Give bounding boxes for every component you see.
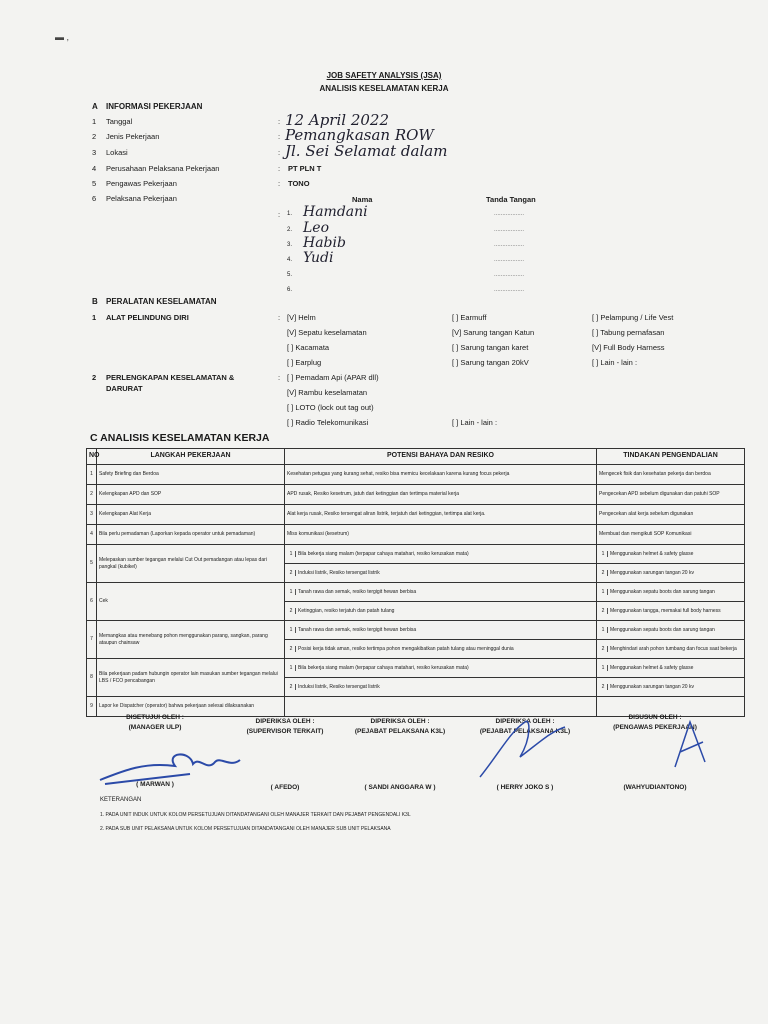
row-tindakan bbox=[597, 525, 745, 545]
apd-item: [ ] Kacamata bbox=[287, 343, 330, 352]
colon: : bbox=[278, 132, 281, 141]
row-number: 1 bbox=[87, 465, 97, 485]
apd-item: [ ] Sarung tangan karet bbox=[452, 343, 529, 352]
row-tindakan bbox=[597, 505, 745, 525]
section-b-heading: PERALATAN KESELAMATAN bbox=[106, 297, 217, 306]
sub-item bbox=[287, 589, 594, 595]
apd-item: [ ] Earplug bbox=[287, 358, 322, 367]
sub-num: 1 bbox=[287, 589, 296, 595]
field-value: TONO bbox=[288, 179, 310, 188]
sub-num: 2 bbox=[599, 684, 608, 690]
cell-text: Membuat dan mengikuti SOP Komunikasi bbox=[599, 531, 692, 538]
row-langkah: Bila pekerjaan padam hubungin operator lain masukan sumber tegangan melalui LBS / FCO pencabangan bbox=[97, 659, 285, 697]
signature-mark-pengawas bbox=[665, 712, 715, 772]
field-num: 2 bbox=[92, 132, 97, 141]
row-potensi bbox=[285, 525, 597, 545]
row-potensi bbox=[285, 485, 597, 505]
worker-index: 5. bbox=[287, 272, 293, 278]
worker-index: 1. bbox=[287, 211, 293, 217]
darurat-label-1: PERLENGKAPAN KESELAMATAN & bbox=[106, 373, 235, 382]
row-langkah: Kelengkapan APD dan SOP bbox=[97, 485, 285, 505]
sub-text: Menggunakan helmet & safety glasse bbox=[610, 550, 694, 557]
darurat-num: 2 bbox=[92, 373, 97, 382]
sub-item bbox=[599, 570, 742, 576]
sub-text: Tanah rawa dan semak, resiko tergigit hewan berbisa bbox=[298, 626, 417, 633]
sub-item bbox=[599, 627, 742, 633]
row-langkah: Safety Briefing dan Berdoa bbox=[97, 465, 285, 485]
field-num: 6 bbox=[92, 194, 97, 203]
row-potensi bbox=[285, 505, 597, 525]
sub-item bbox=[287, 646, 594, 652]
col-nama-header: Nama bbox=[352, 195, 373, 204]
colon: : bbox=[278, 117, 281, 126]
signature-role-title: (SUPERVISOR TERKAIT) bbox=[246, 728, 324, 735]
table-row bbox=[87, 505, 745, 525]
document-title: JOB SAFETY ANALYSIS (JSA) bbox=[326, 71, 442, 80]
apd-item: [ ] Pelampung / Life Vest bbox=[592, 313, 674, 322]
signature-role-title: (PENGAWAS PEKERJAAN) bbox=[613, 724, 697, 731]
row-potensi bbox=[285, 621, 597, 640]
field-value: Jl. Sei Selamat dalam bbox=[285, 142, 448, 160]
sub-text: Menggunakan sepatu boots dan sarung tangan bbox=[610, 626, 715, 633]
field-label: Tanggal bbox=[106, 117, 133, 126]
sub-text: Posisi kerja tidak aman, resiko tertimpa pohon mengakibatkan patah tulang atau meninggal dunia bbox=[298, 645, 514, 652]
signature-name: ( SANDI ANGGARA W ) bbox=[364, 784, 436, 791]
signature-dots: .................. bbox=[494, 287, 525, 293]
sub-num: 1 bbox=[287, 551, 296, 557]
field-value: 12 April 2022 bbox=[285, 111, 389, 129]
field-value: Pemangkasan ROW bbox=[285, 126, 434, 144]
field-num: 3 bbox=[92, 148, 97, 157]
row-langkah: Bila perlu pemadaman (Laporkan kepada operator untuk pemadaman) bbox=[97, 525, 285, 545]
section-a-letter: A bbox=[92, 102, 98, 111]
worker-index: 6. bbox=[287, 287, 293, 293]
signature-role-title: (MANAGER ULP) bbox=[128, 724, 182, 731]
row-potensi bbox=[285, 640, 597, 659]
signature-dots: .................. bbox=[494, 211, 525, 217]
cell-text: Alat kerja rusak, Resiko tersengat aliran listrik, terjatuh dari ketinggian, tertimpa alat kerja. bbox=[287, 511, 486, 518]
row-tindakan bbox=[597, 621, 745, 640]
row-potensi bbox=[285, 564, 597, 583]
signature-name: ( MARWAN ) bbox=[136, 781, 174, 788]
row-number: 8 bbox=[87, 659, 97, 697]
signature-role: DIPERIKSA OLEH : bbox=[255, 718, 315, 725]
apd-item: [ ] Tabung pernafasan bbox=[592, 328, 665, 337]
worker-name: Yudi bbox=[303, 250, 334, 266]
sub-num: 1 bbox=[599, 627, 608, 633]
darurat-lain: [ ] Lain - lain : bbox=[452, 418, 498, 427]
sub-num: 1 bbox=[287, 627, 296, 633]
sub-item bbox=[287, 684, 594, 690]
notes-title: KETERANGAN bbox=[100, 797, 142, 803]
header-no: NO bbox=[87, 449, 97, 465]
row-langkah: Lapor ke Dispatcher (operator) bahwa pekerjaan selesai dilaksanakan bbox=[97, 697, 285, 717]
sub-num: 2 bbox=[599, 608, 608, 614]
field-label: Lokasi bbox=[106, 148, 128, 157]
row-tindakan bbox=[597, 583, 745, 602]
sub-item bbox=[287, 551, 594, 557]
signature-role: DIPERIKSA OLEH : bbox=[370, 718, 430, 725]
row-potensi bbox=[285, 602, 597, 621]
sub-text: Induksi listrik, Resiko tersengat listrik bbox=[298, 569, 380, 576]
sub-num: 1 bbox=[287, 665, 296, 671]
row-number: 5 bbox=[87, 545, 97, 583]
table-row bbox=[87, 465, 745, 485]
sub-text: Menggunakan tangga, memakai full body harness bbox=[610, 607, 721, 614]
colon: : bbox=[278, 313, 281, 322]
col-ttd-header: Tanda Tangan bbox=[486, 195, 536, 204]
sub-item bbox=[599, 608, 742, 614]
row-langkah: Kelengkapan Alat Kerja bbox=[97, 505, 285, 525]
cell-text: Pengecekan APD sebelum digunakan dan patuhi SOP bbox=[599, 491, 720, 498]
signature-role: DISETUJUI OLEH : bbox=[126, 714, 184, 721]
sub-item bbox=[599, 589, 742, 595]
row-tindakan bbox=[597, 602, 745, 621]
worker-index: 2. bbox=[287, 227, 293, 233]
cell-text: APD rusak, Resiko kesetrum, jatuh dari ketinggian dan tertimpa material kerja bbox=[287, 491, 460, 498]
sub-text: Menggunakan helmet & safety glasse bbox=[610, 664, 694, 671]
sub-text: Menggunakan sarungan tangan 20 kv bbox=[610, 569, 694, 576]
row-tindakan bbox=[597, 564, 745, 583]
sub-num: 2 bbox=[287, 608, 296, 614]
row-number: 2 bbox=[87, 485, 97, 505]
worker-name: Hamdani bbox=[303, 204, 368, 220]
table-row bbox=[87, 583, 745, 602]
signature-role: DISUSUN OLEH : bbox=[628, 714, 682, 721]
sub-num: 2 bbox=[287, 570, 296, 576]
apd-item: [ ] Lain - lain : bbox=[592, 358, 638, 367]
sub-item bbox=[599, 684, 742, 690]
apd-item: [V] Sepatu keselamatan bbox=[287, 328, 367, 337]
sub-text: Menggunakan sarungan tangan 20 kv bbox=[610, 683, 694, 690]
row-potensi bbox=[285, 583, 597, 602]
row-tindakan bbox=[597, 485, 745, 505]
sub-item bbox=[287, 627, 594, 633]
darurat-item: [ ] Pemadam Api (APAR dll) bbox=[287, 373, 379, 382]
row-potensi bbox=[285, 678, 597, 697]
sub-item bbox=[599, 665, 742, 671]
field-label: Pelaksana Pekerjaan bbox=[106, 194, 177, 203]
corner-mark: ▬ , bbox=[55, 32, 70, 42]
sub-text: Tanah rawa dan semak, resiko tergigit hewan berbisa bbox=[298, 588, 417, 595]
signature-dots: .................. bbox=[494, 272, 525, 278]
row-tindakan bbox=[597, 678, 745, 697]
cell-text: Kesehatan petugas yang kurang sehat, resiko bisa memicu kecelakaan karena kurang focus pekerja bbox=[287, 471, 510, 478]
worker-name: Leo bbox=[303, 220, 330, 236]
field-label: Pengawas Pekerjaan bbox=[106, 179, 177, 188]
colon: : bbox=[278, 148, 281, 157]
field-value: PT PLN T bbox=[288, 164, 322, 173]
colon: : bbox=[278, 179, 281, 188]
signature-name: (WAHYUDIANTONO) bbox=[623, 784, 687, 791]
cell-text: Miss komunikasi (kesetrum) bbox=[287, 531, 349, 538]
signature-mark-k3l bbox=[470, 712, 570, 782]
apd-item: [V] Sarung tangan Katun bbox=[452, 328, 535, 337]
sub-text: Bila bekerja siang malam (terpapar cahaya matahari, resiko kerusakan mata) bbox=[298, 664, 469, 671]
colon: : bbox=[278, 164, 281, 173]
note-item: 2. PADA SUB UNIT PELAKSANA UNTUK KOLOM PERSETUJUAN DITANDATANGANI OLEH MANAJER SUB UNIT PELAKSANA bbox=[100, 826, 391, 832]
header-potensi: POTENSI BAHAYA DAN RESIKO bbox=[285, 449, 597, 465]
sub-num: 2 bbox=[287, 646, 296, 652]
row-number: 6 bbox=[87, 583, 97, 621]
row-potensi bbox=[285, 659, 597, 678]
sub-num: 1 bbox=[599, 551, 608, 557]
sub-item bbox=[599, 551, 742, 557]
apd-num: 1 bbox=[92, 313, 97, 322]
darurat-item: [ ] LOTO (lock out tag out) bbox=[287, 403, 374, 412]
row-potensi bbox=[285, 545, 597, 564]
sub-num: 1 bbox=[599, 589, 608, 595]
sub-num: 1 bbox=[599, 665, 608, 671]
apd-item: [V] Helm bbox=[287, 313, 316, 322]
row-number: 3 bbox=[87, 505, 97, 525]
signature-mark-manager bbox=[95, 742, 245, 792]
signature-dots: .................. bbox=[494, 242, 525, 248]
table-row bbox=[87, 659, 745, 678]
header-langkah: LANGKAH PEKERJAAN bbox=[97, 449, 285, 465]
table-row bbox=[87, 485, 745, 505]
signature-name: ( HERRY JOKO S ) bbox=[496, 784, 554, 791]
worker-index: 3. bbox=[287, 242, 293, 248]
sub-item bbox=[287, 665, 594, 671]
field-label: Jenis Pekerjaan bbox=[106, 132, 160, 141]
table-row bbox=[87, 545, 745, 564]
sub-item bbox=[287, 570, 594, 576]
row-langkah: Cek bbox=[97, 583, 285, 621]
signature-role: DIPERIKSA OLEH : bbox=[495, 718, 555, 725]
cell-text: Mengecek fisik dan kesehatan pekerja dan berdoa bbox=[599, 471, 711, 478]
apd-label: ALAT PELINDUNG DIRI bbox=[106, 313, 189, 322]
row-tindakan bbox=[597, 545, 745, 564]
section-a-heading: INFORMASI PEKERJAAN bbox=[106, 102, 203, 111]
row-number: 4 bbox=[87, 525, 97, 545]
note-item: 1. PADA UNIT INDUK UNTUK KOLOM PERSETUJUAN DITANDATANGANI OLEH MANAJER TERKAIT DAN PEJABAT PENGENDALI K3L bbox=[100, 812, 411, 818]
row-langkah: Melepaskan sumber tegangan melalui Cut Out pemadangan atau lepas dari pangkal (kubikel) bbox=[97, 545, 285, 583]
worker-index: 4. bbox=[287, 257, 293, 263]
jsa-table bbox=[86, 448, 745, 717]
field-label: Perusahaan Pelaksana Pekerjaan bbox=[106, 164, 220, 173]
darurat-item: [V] Rambu keselamatan bbox=[287, 388, 368, 397]
signature-name: ( AFEDO) bbox=[270, 784, 300, 791]
colon: : bbox=[278, 373, 281, 382]
sub-num: 2 bbox=[599, 646, 608, 652]
row-langkah: Memangkas atau menebang pohon menggunakan parang, sangkan, parang ataupun chainsaw bbox=[97, 621, 285, 659]
sub-num: 2 bbox=[287, 684, 296, 690]
header-tindakan: TINDAKAN PENGENDALIAN bbox=[597, 449, 745, 465]
apd-item: [V] Full Body Harness bbox=[592, 343, 665, 352]
apd-item: [ ] Earmuff bbox=[452, 313, 487, 322]
darurat-item: [ ] Radio Telekomunikasi bbox=[287, 418, 369, 427]
field-num: 1 bbox=[92, 117, 97, 126]
document-subtitle: ANALISIS KESELAMATAN KERJA bbox=[319, 84, 449, 93]
row-number: 9 bbox=[87, 697, 97, 717]
row-tindakan bbox=[597, 465, 745, 485]
sub-text: Induksi listrik, Resiko tersengat listrik bbox=[298, 683, 380, 690]
row-number: 7 bbox=[87, 621, 97, 659]
section-c-heading: C ANALISIS KESELAMATAN KERJA bbox=[90, 432, 270, 444]
section-b-letter: B bbox=[92, 297, 98, 306]
darurat-label-2: DARURAT bbox=[106, 384, 143, 393]
signature-dots: .................. bbox=[494, 257, 525, 263]
sub-text: Bila bekerja siang malam (terpapar cahaya matahari, resiko kerusakan mata) bbox=[298, 550, 469, 557]
row-tindakan bbox=[597, 640, 745, 659]
sub-text: Menggunakan sepatu boots dan sarung tangan bbox=[610, 588, 715, 595]
table-row bbox=[87, 525, 745, 545]
worker-name: Habib bbox=[303, 235, 346, 251]
signature-role-title: (PEJABAT PELAKSANA K3L) bbox=[354, 728, 446, 735]
sub-item bbox=[599, 646, 742, 652]
sub-text: Menghindari arah pohon tumbang dan focus saat bekerja bbox=[610, 645, 737, 652]
colon: : bbox=[278, 210, 281, 219]
row-tindakan bbox=[597, 659, 745, 678]
sub-text: Ketinggian, resiko terjatuh dan patah tulang bbox=[298, 607, 395, 614]
field-num: 5 bbox=[92, 179, 97, 188]
sub-num: 2 bbox=[599, 570, 608, 576]
apd-item: [ ] Sarung tangan 20kV bbox=[452, 358, 529, 367]
signature-role-title: (PEJABAT PELAKSANA K3L) bbox=[479, 728, 571, 735]
table-row bbox=[87, 621, 745, 640]
field-num: 4 bbox=[92, 164, 97, 173]
row-potensi bbox=[285, 465, 597, 485]
cell-text: Pengecekan alat kerja sebelum digunakan bbox=[599, 511, 694, 518]
signature-dots: .................. bbox=[494, 227, 525, 233]
sub-item bbox=[287, 608, 594, 614]
